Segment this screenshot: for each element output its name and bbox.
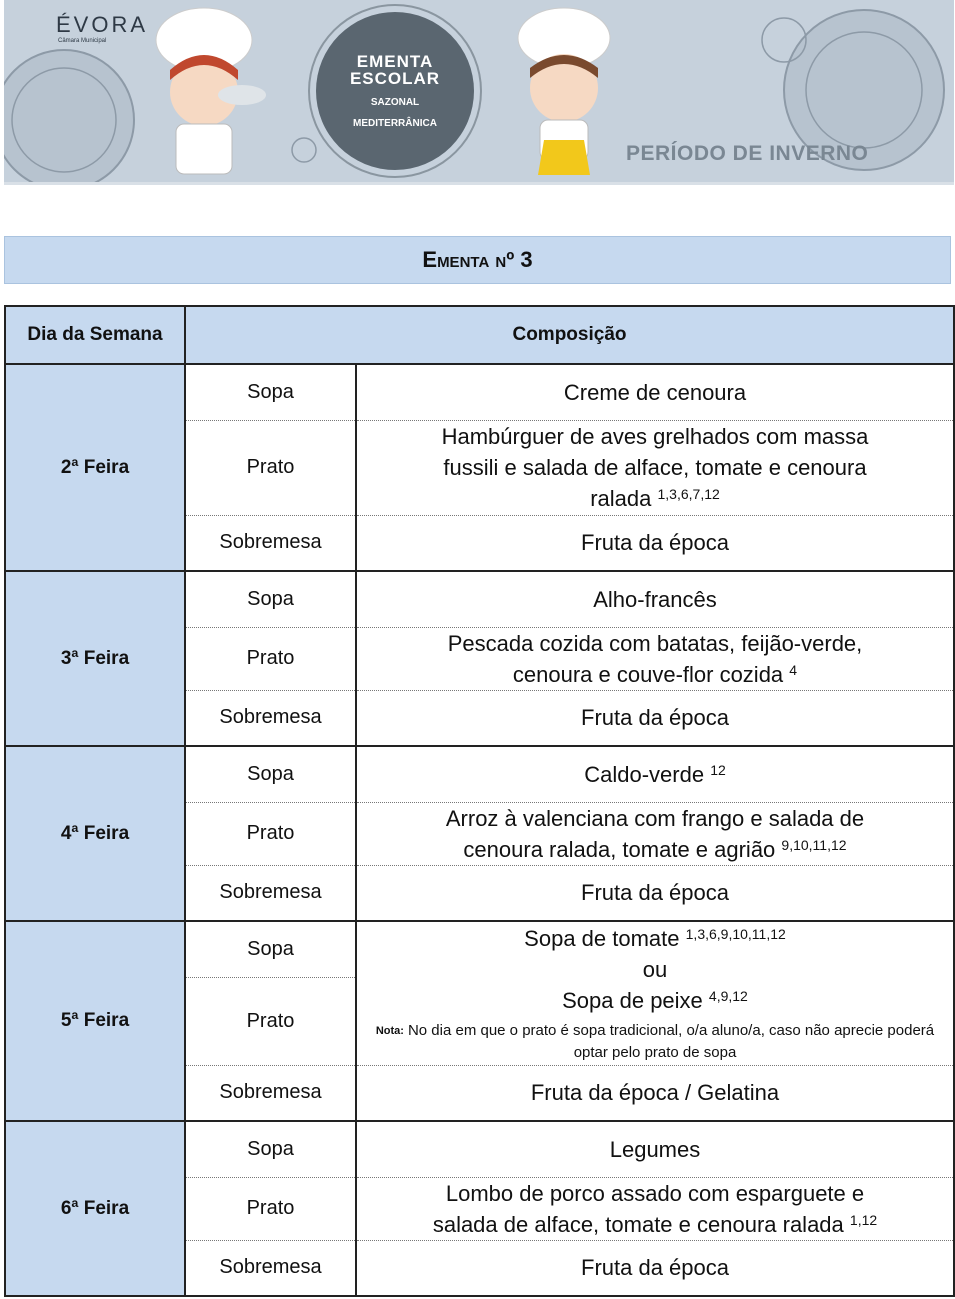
dish-combined [356, 921, 954, 1065]
course-kind: Prato [185, 802, 356, 865]
allergen-codes: 1,3,6,7,12 [657, 486, 720, 502]
dish [356, 515, 954, 571]
dish [356, 364, 954, 420]
badge-line-1: EMENTA [356, 52, 434, 71]
course-kind: Sobremesa [185, 1065, 356, 1121]
dish-text: Arroz à valenciana com frango e salada de cenoura ralada, tomate e agrião [445, 805, 865, 862]
course-kind: Sobremesa [185, 865, 356, 921]
table-row [5, 1121, 954, 1177]
allergen-codes: 4,9,12 [708, 987, 748, 1004]
course-kind: Sopa [185, 364, 356, 420]
dish [356, 1121, 954, 1177]
menu-title: Ementa nº 3 [422, 247, 533, 272]
course-kind: Sopa [185, 921, 356, 977]
allergen-codes: 1,3,6,9,10,11,12 [685, 925, 786, 942]
dish [356, 865, 954, 921]
dish-text: Caldo-verde [584, 761, 705, 787]
day-wednesday: 4ª Feira [5, 746, 185, 921]
course-kind: Prato [185, 627, 356, 690]
course-kind: Sopa [185, 1121, 356, 1177]
dish-text: Fruta da época [581, 530, 729, 556]
dish [356, 1240, 954, 1296]
menu-note [357, 1020, 953, 1064]
course-kind: Sopa [185, 746, 356, 802]
course-kind: Sobremesa [185, 690, 356, 746]
or-text: ou [642, 956, 668, 982]
table-row [5, 746, 954, 802]
allergen-codes: 1,12 [849, 1211, 878, 1228]
badge-line-3: SAZONAL [370, 97, 420, 108]
soup-option-1: Sopa de tomate $^{1,3,6,9,10,11,12}$ [524, 925, 786, 951]
allergen-codes: 12 [710, 761, 726, 778]
soup-option-2: Sopa de peixe $^{4,9,12}$ [562, 987, 748, 1013]
note-text: No dia em que o prato é sopa tradicional, o/a aluno/a, caso não aprecie poderá optar pelo prato de sopa [407, 1021, 935, 1061]
course-kind: Sobremesa [185, 1240, 356, 1296]
dish-text: Fruta da época / Gelatina [530, 1080, 780, 1106]
table-row [5, 571, 954, 627]
dish [356, 802, 954, 865]
header-day: Dia da Semana [5, 306, 185, 364]
dish-text: Hambúrguer de aves grelhados com massa fussili e salada de alface, tomate e cenoura ralada [441, 424, 869, 511]
dish-text: Fruta da época [581, 880, 729, 906]
table-row [5, 364, 954, 420]
course-kind: Prato [185, 1177, 356, 1240]
dish-text: Fruta da época [581, 1255, 729, 1281]
course-kind: Prato [185, 977, 356, 1065]
dish-text: Creme de cenoura [563, 379, 747, 405]
course-kind: Sopa [185, 571, 356, 627]
table-row [5, 921, 954, 977]
dish-text: Legumes [609, 1136, 701, 1162]
dish [356, 571, 954, 627]
badge-line-4: MEDITERRÂNICA [353, 118, 437, 129]
badge-line-2: ESCOLAR [349, 69, 441, 88]
city-logo [56, 12, 148, 44]
ementa-badge [316, 12, 474, 170]
dish [356, 627, 954, 690]
header-banner [4, 0, 954, 185]
dish-text: Pescada cozida com batatas, feijão-verde, cenoura e couve-flor cozida [447, 630, 863, 687]
day-tuesday: 3ª Feira [5, 571, 185, 746]
logo-subtitle: Câmara Municipal [58, 38, 107, 44]
day-monday: 2ª Feira [5, 364, 185, 571]
dish [356, 420, 954, 515]
dish-text: Alho-francês [593, 586, 717, 612]
dish [356, 746, 954, 802]
table-header-row [5, 306, 954, 364]
dish [356, 690, 954, 746]
course-kind: Prato [185, 420, 356, 515]
allergen-codes: 4 [789, 661, 798, 678]
dish [356, 1065, 954, 1121]
day-friday: 6ª Feira [5, 1121, 185, 1296]
day-thursday: 5ª Feira [5, 921, 185, 1121]
dish-text: Lombo de porco assado com esparguete e salada de alface, tomate e cenoura ralada [432, 1180, 865, 1237]
menu-title-bar [4, 236, 951, 284]
dish-text: Fruta da época [581, 705, 729, 731]
dish [356, 1177, 954, 1240]
season-label: PERÍODO DE INVERNO [626, 142, 869, 165]
allergen-codes: 9,10,11,12 [781, 836, 847, 853]
note-label: Nota: [375, 1024, 404, 1037]
weekly-menu-table [4, 305, 955, 1297]
logo-text: ÉVORA [56, 12, 149, 37]
header-composition: Composição [185, 306, 954, 364]
course-kind: Sobremesa [185, 515, 356, 571]
